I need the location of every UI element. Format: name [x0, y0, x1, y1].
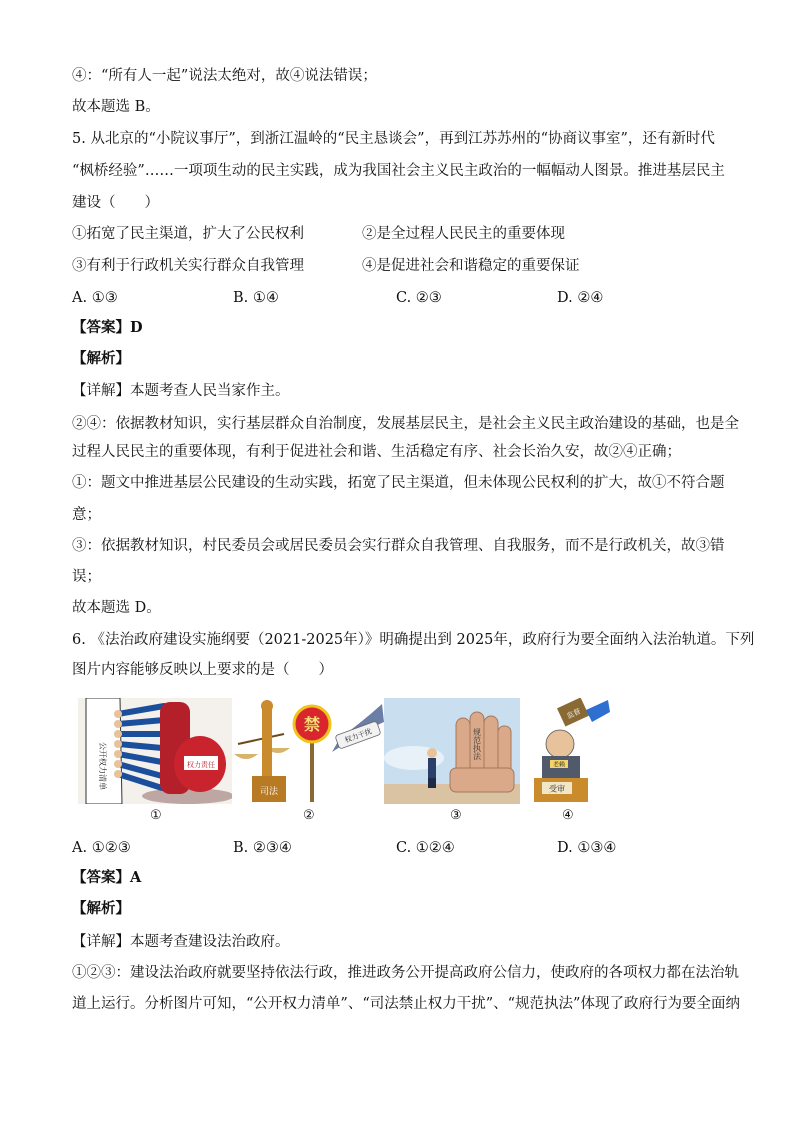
line-q4-answer-note: 故本题选 B。	[72, 99, 160, 115]
q5-option-a: A. ①③	[72, 290, 118, 306]
picture-2-justice-ban	[232, 698, 384, 804]
picture-3-law-enforcement	[384, 698, 520, 804]
picture-2-base-label: 司法	[259, 787, 279, 797]
q6-option-c: C. ①②④	[396, 840, 455, 856]
q6-explain-2: ①②③：建设法治政府就要坚持依法行政，推进政务公开提高政府公信力，使政府的各项权力都在法治轨	[72, 965, 739, 981]
q5-stem-line-1: 5. 从北京的“小院议事厅”，到浙江温岭的“民主恳谈会”，再到江苏苏州的“协商议事室”，还有新时代	[72, 131, 715, 147]
q5-answer: 【答案】D	[72, 319, 143, 336]
q5-explain-7: 误；	[72, 569, 101, 585]
q5-explain-1: 【详解】本题考查人民当家作主。	[72, 383, 290, 399]
q5-stem-line-2: “枫桥经验”……一项项生动的民主实践，成为我国社会主义民主政治的一幅幅动人图景。推进基层民主	[72, 163, 725, 179]
q6-option-b: B. ②③④	[233, 840, 292, 856]
q5-statement-3: ③有利于行政机关实行群众自我管理	[72, 258, 304, 274]
picture-3-hand-label: 规范执法	[472, 728, 482, 760]
q5-option-d: D. ②④	[557, 290, 604, 306]
q5-explain-5: 意；	[72, 507, 101, 523]
q5-analysis-label: 【解析】	[72, 350, 130, 367]
picture-caption-4: ④	[562, 808, 574, 823]
q5-explain-4: ①：题文中推进基层公民建设的生动实践，拓宽了民主渠道，但未体现公民权利的扩大，故①不符合题	[72, 475, 725, 491]
picture-4-top-label: 监督	[565, 707, 582, 721]
q5-stem-line-3: 建设（ ）	[72, 195, 159, 211]
picture-1-power-list	[78, 698, 232, 804]
q6-explain-3: 道上运行。分析图片可知，“公开权力清单”、“司法禁止权力干扰”、“规范执法”体现了政府行为要全面纳	[72, 996, 740, 1012]
picture-4-supervision	[520, 698, 610, 804]
picture-2-ban-sign: 禁	[303, 715, 321, 734]
picture-4-desk-label: 受审	[549, 784, 565, 794]
q5-explain-2: ②④：依据教材知识，实行基层群众自治制度，发展基层民主，是社会主义民主政治建设的基础，也是全	[72, 416, 739, 432]
picture-1-stamp-label: 权力责任	[187, 761, 215, 769]
line-q4-conclusion: ④：“所有人一起”说法太绝对，故④说法错误；	[72, 68, 377, 84]
q5-option-c: C. ②③	[396, 290, 442, 306]
q5-statement-1: ①拓宽了民主渠道，扩大了公民权利	[72, 226, 304, 242]
q6-option-d: D. ①③④	[557, 840, 617, 856]
q6-analysis-label: 【解析】	[72, 900, 130, 917]
q5-explain-8: 故本题选 D。	[72, 600, 161, 616]
picture-caption-3: ③	[450, 808, 462, 823]
picture-1-list-label: 公开权力清单	[98, 742, 107, 790]
q5-statement-2: ②是全过程人民民主的重要体现	[362, 226, 565, 242]
picture-2-arrow-label: 权力干扰	[343, 727, 373, 745]
q5-explain-3: 过程人民民主的重要体现，有利于促进社会和谐、生活稳定有序、社会长治久安，故②④正确；	[72, 444, 681, 460]
q6-stem-line-1: 6. 《法治政府建设实施纲要（2021-2025年）》明确提出到 2025年，政府行为要全面纳入法治轨道。下列	[72, 632, 755, 648]
picture-caption-2: ②	[303, 808, 315, 823]
q6-explain-1: 【详解】本题考查建设法治政府。	[72, 934, 290, 950]
q6-stem-line-2: 图片内容能够反映以上要求的是（ ）	[72, 662, 333, 678]
q6-answer: 【答案】A	[72, 869, 142, 886]
picture-caption-1: ①	[150, 808, 162, 823]
q5-option-b: B. ①④	[233, 290, 279, 306]
q5-statement-4: ④是促进社会和谐稳定的重要保证	[362, 258, 580, 274]
picture-4-name-label: 老赖	[552, 761, 566, 769]
q6-option-a: A. ①②③	[72, 840, 131, 856]
q5-explain-6: ③：依据教材知识，村民委员会或居民委员会实行群众自我管理、自我服务，而不是行政机关，故③错	[72, 538, 725, 554]
